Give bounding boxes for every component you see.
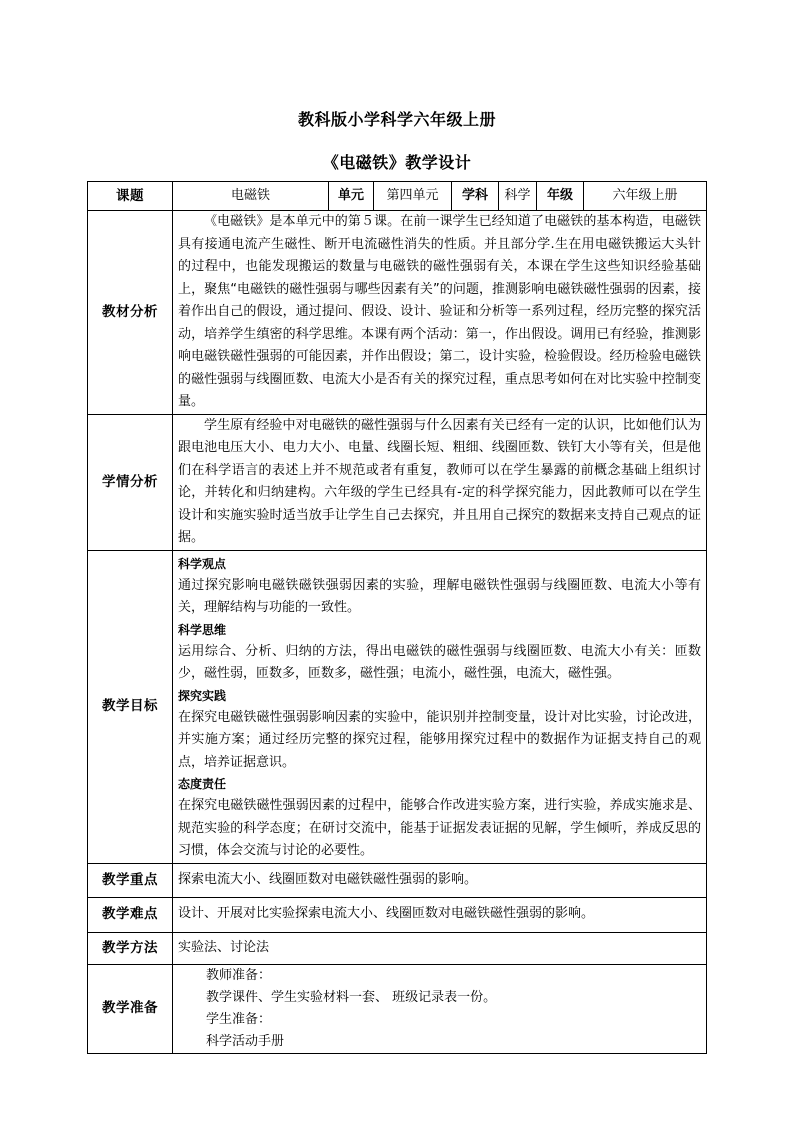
material-analysis-label: 教材分析 (88, 211, 173, 415)
student-analysis-label: 学情分析 (88, 414, 173, 550)
goal-heading: 态度责任 (178, 777, 227, 791)
preparation-label: 教学准备 (88, 964, 173, 1053)
goal-heading: 科学观点 (178, 556, 227, 571)
goal-text: 运用综合、分析、归纳的方法，得出电磁铁的磁性强弱与线圈匝数、电流大小有关：匝数少，磁性弱，匝数多，匝数多，磁性强；电流小，磁性强，电流大，磁性强。 (178, 643, 701, 681)
preparation-line: 教学课件、学生实验材料一套、 班级记录表一份。 (206, 989, 497, 1005)
goal-text: 通过探究影响电磁铁磁铁强弱因素的实验，理解电磁铁性强弱与线圈匝数、电流大小等有关，理解结构与功能的一致性。 (178, 577, 701, 615)
preparation-line: 科学活动手册 (206, 1033, 285, 1049)
key-points-row (88, 863, 707, 897)
header-row (88, 182, 707, 211)
difficult-points-row (88, 897, 707, 932)
methods-row (88, 932, 707, 964)
goal-text: 在探究电磁铁磁性强弱影响因素的实验中，能识别并控制变量，设计对比实验，讨论改进，并实施方案；通过经历完整的探究过程，能够用探究过程中的数据作为证据支持自己的观点，培养证据意识。 (178, 709, 701, 770)
teaching-goals-label: 教学目标 (88, 550, 173, 863)
grade-label: 年级 (537, 182, 584, 211)
goal-heading: 科学思维 (178, 622, 227, 637)
student-analysis-row (88, 414, 707, 550)
unit-value: 第四单元 (374, 182, 452, 211)
grade-value: 六年级上册 (584, 182, 707, 211)
lesson-plan-table (87, 181, 707, 1054)
methods-label: 教学方法 (88, 932, 173, 964)
goal-text: 在探究电磁铁磁性强弱因素的过程中，能够合作改进实验方案，进行实验，养成实施求是、规范实验的科学态度；在研讨交流中，能基于证据发表证据的见解，学生倾听，养成反思的习惯，体会交流与讨论的必要性。 (178, 798, 701, 858)
document-subtitle: 《电磁铁》教学设计 (322, 153, 472, 172)
topic-label: 课题 (88, 182, 173, 211)
teaching-goals-content (173, 550, 707, 863)
document-title: 教科版小学科学六年级上册 (297, 110, 496, 129)
preparation-row (88, 964, 707, 1053)
key-points-label: 教学重点 (88, 863, 173, 897)
student-analysis-text: 学生原有经验中对电磁铁的磁性强弱与什么因素有关已经有一定的认识，比如他们认为跟电池电压大小、电力大小、电量、线圈长短、粗细、线圈匝数、铁钉大小等有关，但是他们在科学语言的表述上并不规范或者有重复，教师可以在学生暴露的前概念基础上组织讨论，并转化和归纳建构。六年级的学生已经具有-定的科学探究能力，因此教师可以在学生设计和实施实验时适当放手让学生自己去探究，并且用自己探究的数据来支持自己观点的证据。 (173, 414, 707, 550)
topic-value: 电磁铁 (173, 182, 329, 211)
unit-label: 单元 (329, 182, 374, 211)
difficult-points-label: 教学难点 (88, 897, 173, 932)
goal-heading: 探究实践 (178, 688, 227, 703)
key-points-text: 探索电流大小、线圈匝数对电磁铁磁性强弱的影响。 (173, 863, 707, 897)
material-analysis-text: 《电磁铁》是本单元中的第５课。在前一课学生已经知道了电磁铁的基本构造，电磁铁具有接通电流产生磁性、断开电流磁性消失的性质。并且部分学.生在用电磁铁搬运大头针的过程中，也能发现搬运的数量与电磁铁的磁性强弱有关，本课在学生这些知识经验基础上，聚焦“电磁铁的磁性强弱与哪些因素有关”的问题，推测影响电磁铁磁性强弱的因素，接着作出自己的假设，通过提问、假设、设计、验证和分析等一系列过程，经历完整的探究活动，培养学生缜密的科学思维。本课有两个活动：第一，作出假设。调用已有经验，推测影响电磁铁磁性强弱的可能因素，并作出假设；第二，设计实验，检验假设。经历检验电磁铁的磁性强弱与线圈匝数、电流大小是否有关的探究过程，重点思考如何在对比实验中控制变量。 (173, 211, 707, 415)
preparation-content (173, 964, 707, 1053)
subject-label: 学科 (452, 182, 499, 211)
material-analysis-row (88, 211, 707, 415)
difficult-points-text: 设计、开展对比实验探索电流大小、线圈匝数对电磁铁磁性强弱的影响。 (173, 897, 707, 932)
teaching-goals-row (88, 550, 707, 863)
preparation-line: 学生准备： (206, 1011, 272, 1027)
preparation-line: 教师准备： (206, 967, 272, 983)
subject-value: 科学 (499, 182, 537, 211)
methods-text: 实验法、讨论法 (173, 932, 707, 964)
